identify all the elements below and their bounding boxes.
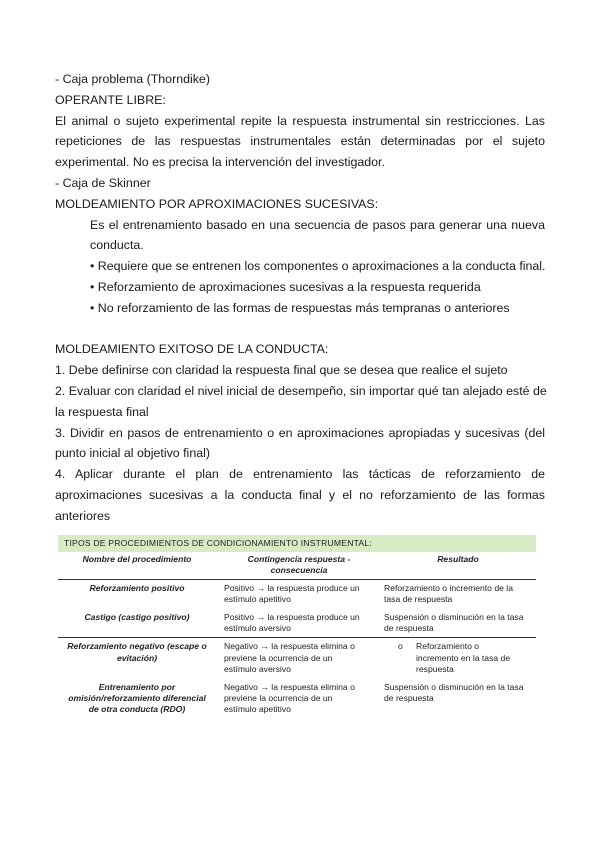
list-item: 4. Aplicar durante el plan de entrenamiento las tácticas de reforzamiento de — [55, 467, 545, 482]
cell-line: estímulo apetitivo — [224, 704, 291, 715]
document-body — [55, 69, 545, 527]
list-item-continued: punto inicial al objetivo final) — [55, 446, 210, 461]
cell-line: estímulo aversivo — [224, 664, 291, 675]
cell-result — [378, 638, 536, 678]
paragraph-line: El animal o sujeto experimental repite la respuesta instrumental sin restricciones. Las — [55, 113, 545, 128]
cell-line: omisión/reforzamiento diferencial — [68, 693, 206, 704]
header-contingencia-line: consecuencia — [270, 565, 328, 576]
header-contingencia-line: Contingencia respuesta - — [247, 554, 351, 564]
cell-name — [58, 679, 218, 719]
cell-contingency — [218, 679, 378, 719]
cell-line: estímulo aversivo — [224, 623, 291, 634]
list-item-continued: la respuesta final — [55, 404, 149, 419]
paragraph-line: Es el entrenamiento basado en una secuencia de pasos para generar una nueva — [90, 217, 545, 232]
bullet-caja-problema: - Caja problema (Thorndike) — [55, 72, 210, 86]
cell-name — [58, 609, 218, 638]
cell-line: previene la ocurrencia de un — [224, 693, 333, 704]
cell-line: de respuesta — [384, 693, 434, 704]
result-bullet-item — [384, 641, 532, 675]
table-row — [58, 637, 536, 678]
cell-line: tasa de respuesta — [384, 594, 453, 605]
cell-contingency — [218, 580, 378, 609]
header-contingencia — [218, 552, 378, 579]
cell-line: Negativo → la respuesta elimina o — [224, 641, 355, 652]
table-row — [58, 580, 536, 609]
cell-name — [58, 580, 218, 609]
cell-line: Reforzamiento o — [416, 641, 480, 652]
table-row — [58, 609, 536, 638]
list-item: 1. Debe definirse con claridad la respuesta final que se desea que realice el sujeto — [55, 363, 508, 378]
cell-line: Suspensión o disminución en la tasa — [384, 681, 524, 692]
heading-moldeamiento-exitoso: MOLDEAMIENTO EXITOSO DE LA CONDUCTA: — [55, 342, 329, 357]
cell-line: Reforzamiento negativo (escape o — [67, 641, 207, 652]
cell-line: de otra conducta (RDO) — [88, 704, 186, 715]
list-item: • Reforzamiento de aproximaciones sucesivas a la respuesta requerida — [90, 279, 481, 294]
cell-line: Entrenamiento por — [98, 681, 176, 692]
cell-line: estímulo apetitivo — [224, 594, 291, 605]
table-row — [58, 679, 536, 719]
cell-line: Reforzamiento positivo — [89, 582, 185, 593]
table-title: TIPOS DE PROCEDIMIENTOS DE CONDICIONAMIENTO INSTRUMENTAL: — [58, 535, 536, 552]
result-bullet-text — [416, 641, 510, 675]
cell-contingency — [218, 638, 378, 678]
cell-result — [378, 679, 536, 719]
cell-line: Positivo → la respuesta produce un — [224, 582, 360, 593]
table-header-row — [58, 552, 536, 580]
list-item: • No reforzamiento de las formas de respuestas más tempranas o anteriores — [90, 300, 510, 315]
procedures-table — [58, 535, 536, 719]
cell-result — [378, 609, 536, 638]
cell-line: de respuesta — [384, 623, 434, 634]
paragraph-line: repeticiones de las respuestas instrumentales están determinadas por el sujeto — [55, 134, 545, 149]
list-item-continued: anteriores — [55, 508, 111, 523]
list-item: 3. Dividir en pasos de entrenamiento o en aproximaciones apropiadas y sucesivas (del — [55, 425, 545, 440]
cell-line: respuesta — [416, 664, 454, 675]
cell-line: Negativo → la respuesta elimina o — [224, 681, 355, 692]
cell-result — [378, 580, 536, 609]
cell-line: previene la ocurrencia de un — [224, 652, 333, 663]
bullet-caja-skinner: - Caja de Skinner — [55, 175, 151, 190]
header-nombre: Nombre del procedimiento — [82, 554, 192, 564]
header-resultado: Resultado — [437, 554, 479, 564]
cell-line: evitación) — [116, 652, 158, 663]
paragraph-line: conducta. — [90, 238, 144, 253]
cell-line: Castigo (castigo positivo) — [84, 611, 190, 622]
cell-line: Reforzamiento o incremento de la — [384, 582, 513, 593]
cell-line: Suspensión o disminución en la tasa — [384, 611, 524, 622]
heading-operante-libre: OPERANTE LIBRE: — [55, 92, 166, 107]
spacer — [55, 319, 545, 340]
circle-bullet-icon: o — [398, 641, 403, 652]
list-item: • Requiere que se entrenen los componentes o aproximaciones a la conducta final. — [90, 259, 546, 274]
list-item: 2. Evaluar con claridad el nivel inicial de desempeño, sin importar qué tan alejado esté de — [55, 383, 547, 398]
cell-name — [58, 638, 218, 678]
paragraph-line: experimental. No es precisa la intervención del investigador. — [55, 155, 385, 170]
heading-moldeamiento-aproximaciones: MOLDEAMIENTO POR APROXIMACIONES SUCESIVAS: — [55, 196, 379, 211]
cell-line: incremento en la tasa de — [416, 652, 511, 663]
cell-contingency — [218, 609, 378, 638]
list-item-continued: aproximaciones sucesivas a la conducta final y el no reforzamiento de las formas — [55, 487, 545, 502]
cell-line: Positivo → la respuesta produce un — [224, 611, 360, 622]
